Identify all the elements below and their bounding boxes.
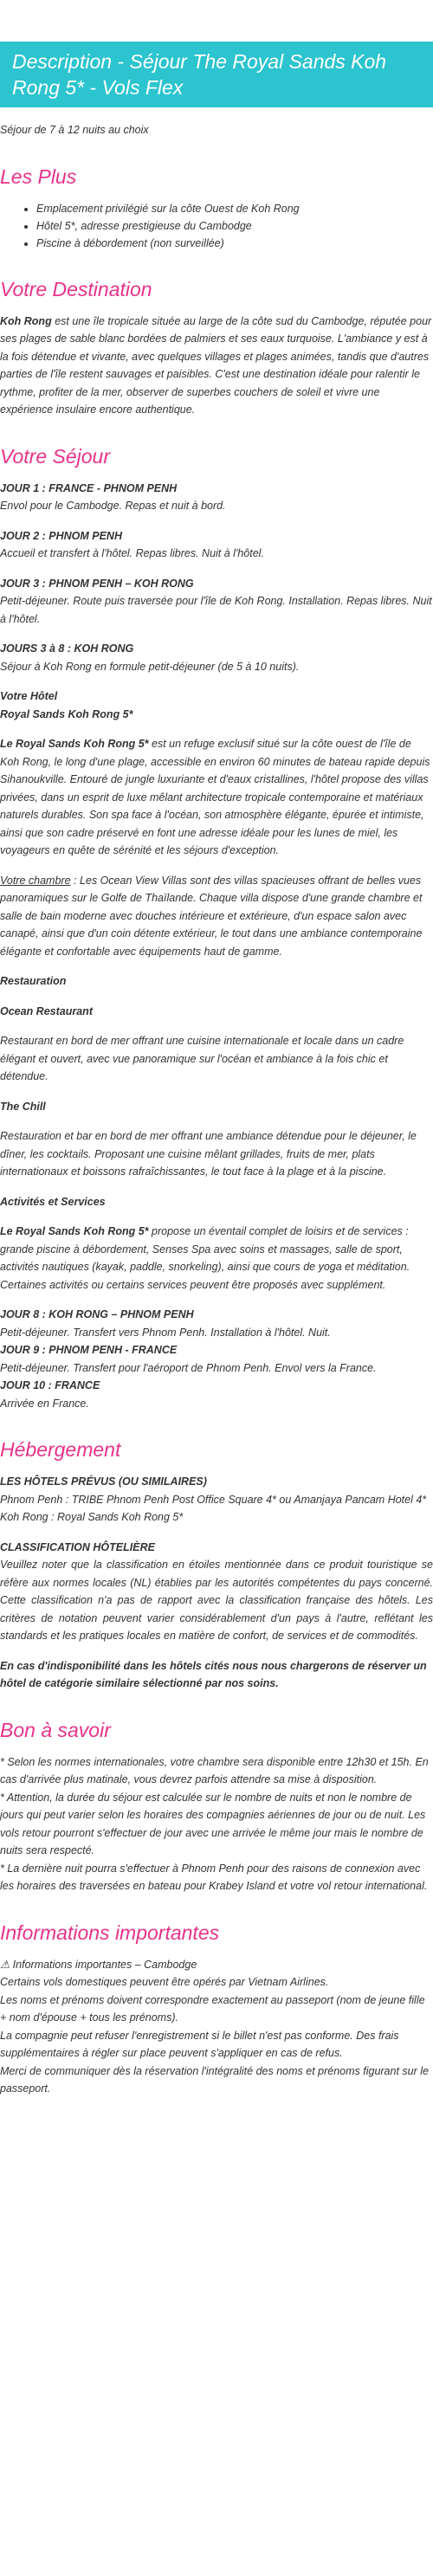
hotels-prevus-line: Koh Rong : Royal Sands Koh Rong 5*: [0, 1511, 184, 1523]
day-title: JOUR 1 : FRANCE - PHNOM PENH: [0, 481, 178, 494]
day-text: Envol pour le Cambodge. Repas et nuit à bord.: [0, 500, 226, 512]
section-heading-destination: Votre Destination: [0, 277, 152, 300]
ocean-restaurant-text: Restaurant en bord de mer offrant une cuisine internationale et locale dans un cadre élégant et ouvert, avec vue panoramique sur l'océan et ambiance à la fois chic et détendue.: [0, 1035, 404, 1082]
info-line: La compagnie peut refuser l'enregistrement si le billet n'est pas conforme. Des frais supplémentaires à régler sur place peuvent s'appliquer en cas de refus.: [0, 2029, 399, 2059]
restauration-title: Restauration: [0, 975, 67, 987]
day-text: Petit-déjeuner. Transfert pour l'aéroport de Phnom Penh. Envol vers la France.: [0, 1361, 377, 1374]
bon-a-savoir-line: * La dernière nuit pourra s'effectuer à Phnom Penh pour des raisons de connexion avec les horaires des traversées en bateau pour Krabey Island et votre vol retour international.: [0, 1862, 428, 1892]
chill-text: Restauration et bar en bord de mer offrant une ambiance détendue pour le déjeuner, le dîner, les cocktails. Proposant une cuisine mêlant grillades, fruits de mer, plats internationaux et boissons rafraîchissantes, le tout face à la plage et à la piscine.: [0, 1130, 417, 1178]
info-line: Certains vols domestiques peuvent être opérés par Vietnam Airlines.: [0, 1976, 329, 1988]
room-body: : Les Ocean View Villas sont des villas spacieuses offrant de belles vues panoramiques sur le Golfe de Thaïlande. Chaque villa dispose d'une grande chambre et salle de bain moderne avec douches intérieure et extérieure, d'un espace salon avec canapé, ainsi que d'un coin détente extérieur, le tout dans une ambiance contemporaine élégante et confortable avec équipements haut de gamme.: [0, 874, 423, 958]
list-item: • Piscine à débordement (non surveillée): [36, 235, 433, 252]
activites-text: [0, 1223, 433, 1276]
chill-title: The Chill: [0, 1100, 46, 1113]
hotel-title: Votre Hôtel: [0, 690, 58, 702]
section-heading-bon-a-savoir: Bon à savoir: [0, 1718, 111, 1741]
activites-note: Certaines activités ou certains services peuvent être proposés avec supplément.: [0, 1278, 386, 1291]
classification-title: CLASSIFICATION HÔTELIÈRE: [0, 1540, 155, 1553]
bon-a-savoir-line: * Attention, la durée du séjour est calculée sur le nombre de nuits et non le nombre de jours qui peut varier selon les horaires des compagnies aériennes de jour ou de nuit. Les vols retour pourront s'effectuer de jour avec une arrivée le même jour mais le nombre de nuits sera respecté.: [0, 1791, 426, 1856]
day-title: JOUR 10 : FRANCE: [0, 1379, 100, 1391]
activites-lead: Le Royal Sands Koh Rong 5*: [0, 1225, 149, 1237]
day-title: JOURS 3 à 8 : KOH RONG: [0, 642, 134, 655]
section-heading-sejour: Votre Séjour: [0, 444, 110, 468]
hotel-body: est un refuge exclusif situé sur la côte ouest de l'île de Koh Rong, le long d'une plage, accessible en environ 60 minutes de bateau rapide depuis Sihanoukville. Entouré de jungle luxuriante et d'eaux cristallines, l'hôtel propose des villas privées, dans un esprit de luxe mêlant architecture tropicale contemporaine et matériaux naturels durables. Son spa face à l'océan, son atmosphère élégante, épurée et intimiste, ainsi que son cadre préservé en font une adresse idéale pour les lunes de miel, les voyageurs en quête de sérénité et les séjours d'exception.: [0, 738, 430, 856]
section-heading-plus: Les Plus: [0, 165, 77, 188]
classification-text: Veuillez noter que la classification en étoiles mentionnée dans ce produit touristique se réfère aux normes locales (NL) établies par les autorités compétentes du pays concerné. Cette classification n'a pas de rapport avec la classification française des hôtels. Les critères de notation peuvent varier considérablement d'un pays à l'autre, reflétant les standards et les pratiques locales en matière de confort, de services et de commodités.: [0, 1559, 433, 1642]
room-description: [0, 872, 433, 961]
day-title: JOUR 8 : KOH RONG – PHNOM PENH: [0, 1308, 194, 1320]
plus-list: [36, 200, 433, 252]
hotels-prevus-line: Phnom Penh : TRIBE Phnom Penh Post Office Square 4* ou Amanjaya Pancam Hotel 4*: [0, 1493, 427, 1506]
ocean-restaurant-title: Ocean Restaurant: [0, 1004, 93, 1017]
day-title: JOUR 3 : PHNOM PENH – KOH RONG: [0, 577, 194, 590]
hotel-name: Royal Sands Koh Rong 5*: [0, 707, 133, 720]
hotels-prevus-title: LES HÔTELS PRÉVUS (OU SIMILAIRES): [0, 1475, 207, 1488]
day-title: JOUR 2 : PHNOM PENH: [0, 529, 122, 542]
bon-a-savoir-line: * Selon les normes internationales, votre chambre sera disponible entre 12h30 et 15h. En cas d'arrivée plus matinale, vous devrez parfois attendre sa mise à disposition.: [0, 1755, 429, 1785]
day-text: Petit-déjeuner. Transfert vers Phnom Penh. Installation à l'hôtel. Nuit.: [0, 1326, 331, 1339]
info-line: Les noms et prénoms doivent correspondre exactement au passeport (nom de jeune fille + nom d'épouse + tous les prénoms).: [0, 1993, 425, 2024]
availability-warning: En cas d'indisponibilité dans les hôtels cités nous nous chargerons de réserver un hôtel de catégorie similaire sélectionné par nos soins.: [0, 1659, 427, 1689]
destination-body: est une île tropicale située au large de la côte sud du Cambodge, réputée pour ses plages de sable blanc bordées de palmiers et ses eaux turquoise. L'ambiance y est à la fois détendue et vivante, avec quelques villages et plages animées, tandis que d'autres parties de l'île restent sauvages et paisibles. C'est une destination idéale pour ralentir le rythme, profiter de la mer, observer de superbes couchers de soleil et vivre une expérience insulaire encore authentique.: [0, 314, 432, 416]
activites-title: Activités et Services: [0, 1195, 106, 1208]
hotel-lead: Le Royal Sands Koh Rong 5*: [0, 738, 149, 750]
destination-text: [0, 313, 433, 419]
page: [0, 42, 433, 2124]
day-title: JOUR 9 : PHNOM PENH - FRANCE: [0, 1344, 178, 1356]
activites-body: propose un éventail complet de loisirs et de services : grande piscine à débordement, Senses Spa avec soins et massages, salle de sport, activités nautiques (kayak, paddle, snorkeling), ainsi que cours de yoga et méditation.: [0, 1225, 410, 1273]
section-heading-hebergement: Hébergement: [0, 1438, 121, 1461]
info-line: Merci de communiquer dès la réservation l'intégralité des noms et prénoms figurant sur le passeport.: [0, 2064, 429, 2095]
day-text: Arrivée en France.: [0, 1397, 89, 1410]
day-text: Petit-déjeuner. Route puis traversée pour l'île de Koh Rong. Installation. Repas libres. Nuit à l'hôtel.: [0, 595, 432, 625]
section-heading-informations: Informations importantes: [0, 1921, 220, 1944]
day-text: Accueil et transfert à l'hôtel. Repas libres. Nuit à l'hôtel.: [0, 547, 264, 559]
description-banner: [0, 42, 433, 107]
list-item: • Hôtel 5*, adresse prestigieuse du Cambodge: [36, 217, 433, 235]
destination-lead: Koh Rong: [0, 314, 52, 327]
room-label: Votre chambre: [0, 874, 71, 887]
info-line: ⚠ Informations importantes – Cambodge: [0, 1958, 197, 1971]
banner-title: Description - Séjour The Royal Sands Koh Rong 5* - Vols Flex: [12, 50, 387, 99]
list-item: • Emplacement privilégié sur la côte Ouest de Koh Rong: [36, 200, 433, 217]
hotel-description: [0, 735, 433, 860]
day-text: Séjour à Koh Rong en formule petit-déjeuner (de 5 à 10 nuits).: [0, 660, 300, 673]
intro-text: Séjour de 7 à 12 nuits au choix: [0, 124, 149, 136]
